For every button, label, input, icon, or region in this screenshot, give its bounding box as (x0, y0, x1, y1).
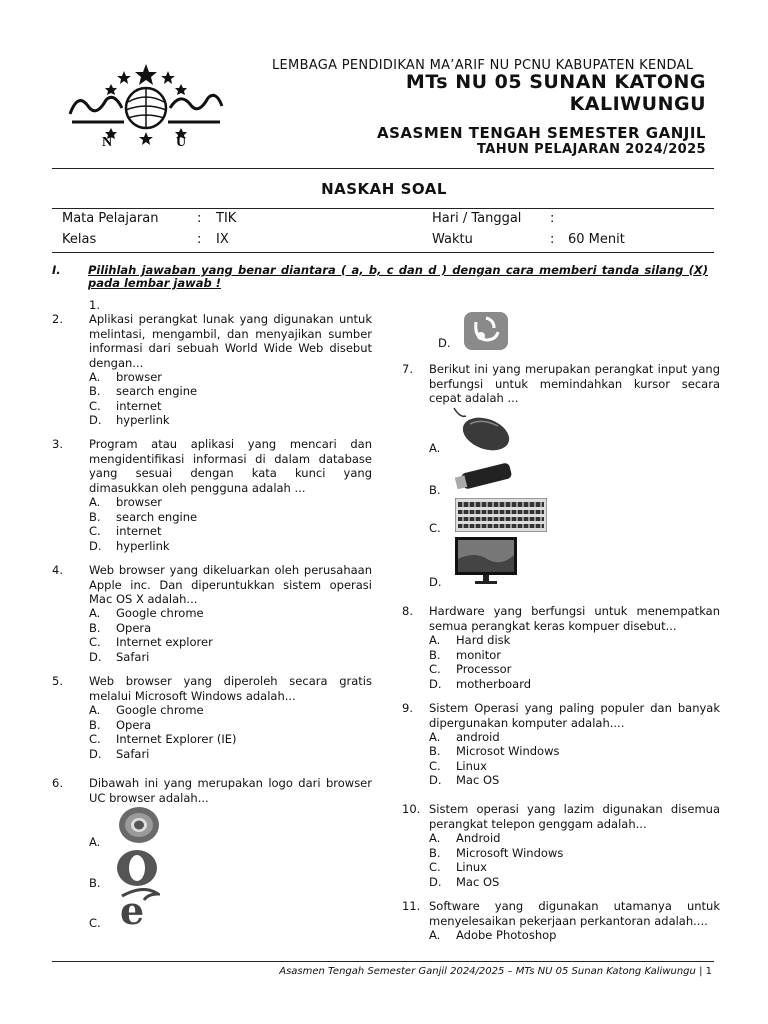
option-letter: B. (429, 846, 441, 860)
option-letter: A. (89, 495, 101, 509)
option-letter: D. (429, 773, 442, 787)
option-text: Linux (456, 860, 487, 874)
question-number: 1. (89, 298, 100, 312)
nu-logo (66, 62, 226, 154)
footer-text: Asasmen Tengah Semester Ganjil 2024/2025 – MTs NU 05 Sunan Katong Kaliwungu (279, 966, 696, 977)
option-letter: A. (89, 606, 101, 620)
option-letter: A. (429, 831, 441, 845)
option-text: internet (116, 524, 162, 538)
question-text: Software yang digunakan utamanya untuk menyelesaikan pekerjaan perkantoran adalah.... (429, 899, 720, 928)
option-text: Hard disk (456, 633, 511, 647)
option-letter: C. (429, 662, 441, 676)
option-text: Processor (456, 662, 512, 676)
option-text: motherboard (456, 677, 532, 691)
question-number: 7. (402, 362, 413, 376)
option-text: monitor (456, 648, 501, 662)
option-text: Opera (116, 718, 152, 732)
question-number: 9. (402, 701, 413, 715)
question-text: Sistem Operasi yang paling populer dan banyak dipergunakan komputer adalah.... (429, 701, 720, 730)
keyboard-icon (455, 498, 547, 532)
instruction-text: Pilihlah jawaban yang benar diantara ( a, b, c dan d ) dengan cara memberi tanda silang (X) pada lembar jawab ! (88, 263, 708, 290)
option-letter: D. (89, 650, 102, 664)
option-letter: B. (89, 621, 101, 635)
option-letter: C. (89, 524, 101, 538)
ie-logo-icon (114, 888, 160, 928)
question-text: Web browser yang diperoleh secara gratis melalui Microsoft Windows adalah... (89, 674, 372, 703)
exam-title: ASASMEN TENGAH SEMESTER GANJIL (377, 124, 706, 142)
svg-text:e: e (120, 888, 145, 928)
option-letter: D. (429, 575, 442, 589)
option-text: hyperlink (116, 539, 170, 553)
option-text: Adobe Photoshop (456, 928, 557, 942)
chrome-logo-icon (118, 806, 160, 844)
option-text: internet (116, 399, 162, 413)
option-letter: A. (89, 835, 101, 849)
option-letter: B. (89, 384, 101, 398)
option-letter: A. (429, 730, 441, 744)
option-letter: A. (429, 441, 441, 455)
footer-divider (52, 961, 714, 962)
option-text: Safari (116, 650, 150, 664)
option-text: search engine (116, 384, 198, 398)
info-bottom-rule (52, 252, 714, 253)
flash-drive-icon (455, 456, 517, 494)
time-value: 60 Menit (568, 232, 625, 247)
option-letter: C. (89, 732, 101, 746)
question-number: 4. (52, 563, 63, 577)
option-letter: C. (429, 521, 441, 535)
option-letter: C. (429, 860, 441, 874)
option-text: browser (116, 370, 163, 384)
option-text: Internet explorer (116, 635, 213, 649)
option-text: Linux (456, 759, 487, 773)
institution-name: LEMBAGA PENDIDIKAN MA’ARIF NU PCNU KABUPATEN KENDAL (272, 58, 694, 73)
time-colon: : (550, 232, 555, 247)
header-divider (52, 168, 714, 169)
option-text: browser (116, 495, 163, 509)
class-colon: : (197, 232, 202, 247)
day-colon: : (550, 211, 555, 226)
subject-label: Mata Pelajaran (62, 211, 159, 226)
option-letter: B. (429, 648, 441, 662)
doc-title: NASKAH SOAL (321, 180, 447, 198)
class-label: Kelas (62, 232, 97, 247)
question-number: 2. (52, 312, 63, 326)
question-text: Program atau aplikasi yang mencari dan mengidentifikasi informasi di dalam database yang sesuai dengan kata kunci yang dimasukkan oleh pengguna adalah ... (89, 437, 372, 495)
option-text: Google chrome (116, 703, 204, 717)
logo-letter-u: U (176, 135, 187, 150)
option-text: Internet Explorer (IE) (116, 732, 237, 746)
footer-separator: | (699, 966, 703, 977)
option-text: Mac OS (456, 875, 500, 889)
question-text: Web browser yang dikeluarkan oleh perusahaan Apple inc. Dan diperuntukkan sistem operasi Mac OS X adalah... (89, 563, 372, 606)
option-letter: A. (89, 703, 101, 717)
option-letter: D. (438, 336, 451, 350)
info-top-rule (52, 208, 714, 209)
option-letter: D. (429, 875, 442, 889)
page-footer (279, 966, 712, 977)
logo-letter-n: N (102, 135, 113, 150)
school-name-line2: KALIWUNGU (569, 93, 706, 115)
option-letter: C. (89, 399, 101, 413)
question-number: 11. (402, 899, 421, 913)
page-number: 1 (705, 966, 712, 977)
option-letter: B. (429, 744, 441, 758)
option-letter: C. (429, 759, 441, 773)
option-text: hyperlink (116, 413, 170, 427)
option-text: Android (456, 831, 501, 845)
question-number: 6. (52, 776, 63, 790)
option-letter: B. (429, 483, 441, 497)
day-label: Hari / Tanggal (432, 211, 522, 226)
question-number: 8. (402, 604, 413, 618)
option-letter: A. (429, 928, 441, 942)
instruction-number: I. (52, 263, 61, 277)
option-letter: B. (89, 718, 101, 732)
option-text: Safari (116, 747, 150, 761)
time-label: Waktu (432, 232, 473, 247)
question-number: 10. (402, 802, 421, 816)
question-text: Berikut ini yang merupakan perangkat input yang berfungsi untuk memindahkan kursor secara cepat adalah ... (429, 362, 720, 405)
question-text: Dibawah ini yang merupakan logo dari browser UC browser adalah... (89, 776, 372, 805)
question-number: 5. (52, 674, 63, 688)
mouse-icon (452, 404, 514, 452)
monitor-icon (455, 537, 517, 585)
school-name (406, 71, 706, 115)
option-letter: A. (429, 633, 441, 647)
option-letter: B. (89, 876, 101, 890)
option-text: android (456, 730, 500, 744)
option-text: Mac OS (456, 773, 500, 787)
option-letter: D. (89, 747, 102, 761)
academic-year: TAHUN PELAJARAN 2024/2025 (476, 142, 706, 157)
option-letter: C. (89, 635, 101, 649)
question-number: 3. (52, 437, 63, 451)
question-text: Hardware yang berfungsi untuk menempatkan semua perangkat keras kompuer disebut... (429, 604, 720, 633)
option-letter: A. (89, 370, 101, 384)
class-value: IX (216, 232, 229, 247)
option-letter: C. (89, 916, 101, 930)
option-letter: B. (89, 510, 101, 524)
option-text: Microsoft Windows (456, 846, 564, 860)
opera-logo-icon (116, 849, 158, 887)
option-text: Google chrome (116, 606, 204, 620)
uc-browser-logo-icon (464, 312, 508, 350)
option-letter: D. (89, 539, 102, 553)
option-letter: D. (429, 677, 442, 691)
question-text: Aplikasi perangkat lunak yang digunakan untuk melintasi, mengambil, dan menyajikan sumber informasi dari sebuah World Wide Web disebut dengan... (89, 312, 372, 370)
option-letter: D. (89, 413, 102, 427)
option-text: search engine (116, 510, 198, 524)
option-text: Opera (116, 621, 152, 635)
question-text: Sistem operasi yang lazim digunakan disemua perangkat telepon genggam adalah... (429, 802, 720, 831)
option-text: Microsot Windows (456, 744, 560, 758)
school-name-line1: MTs NU 05 SUNAN KATONG (405, 71, 706, 93)
subject-colon: : (197, 211, 202, 226)
subject-value: TIK (216, 211, 237, 226)
